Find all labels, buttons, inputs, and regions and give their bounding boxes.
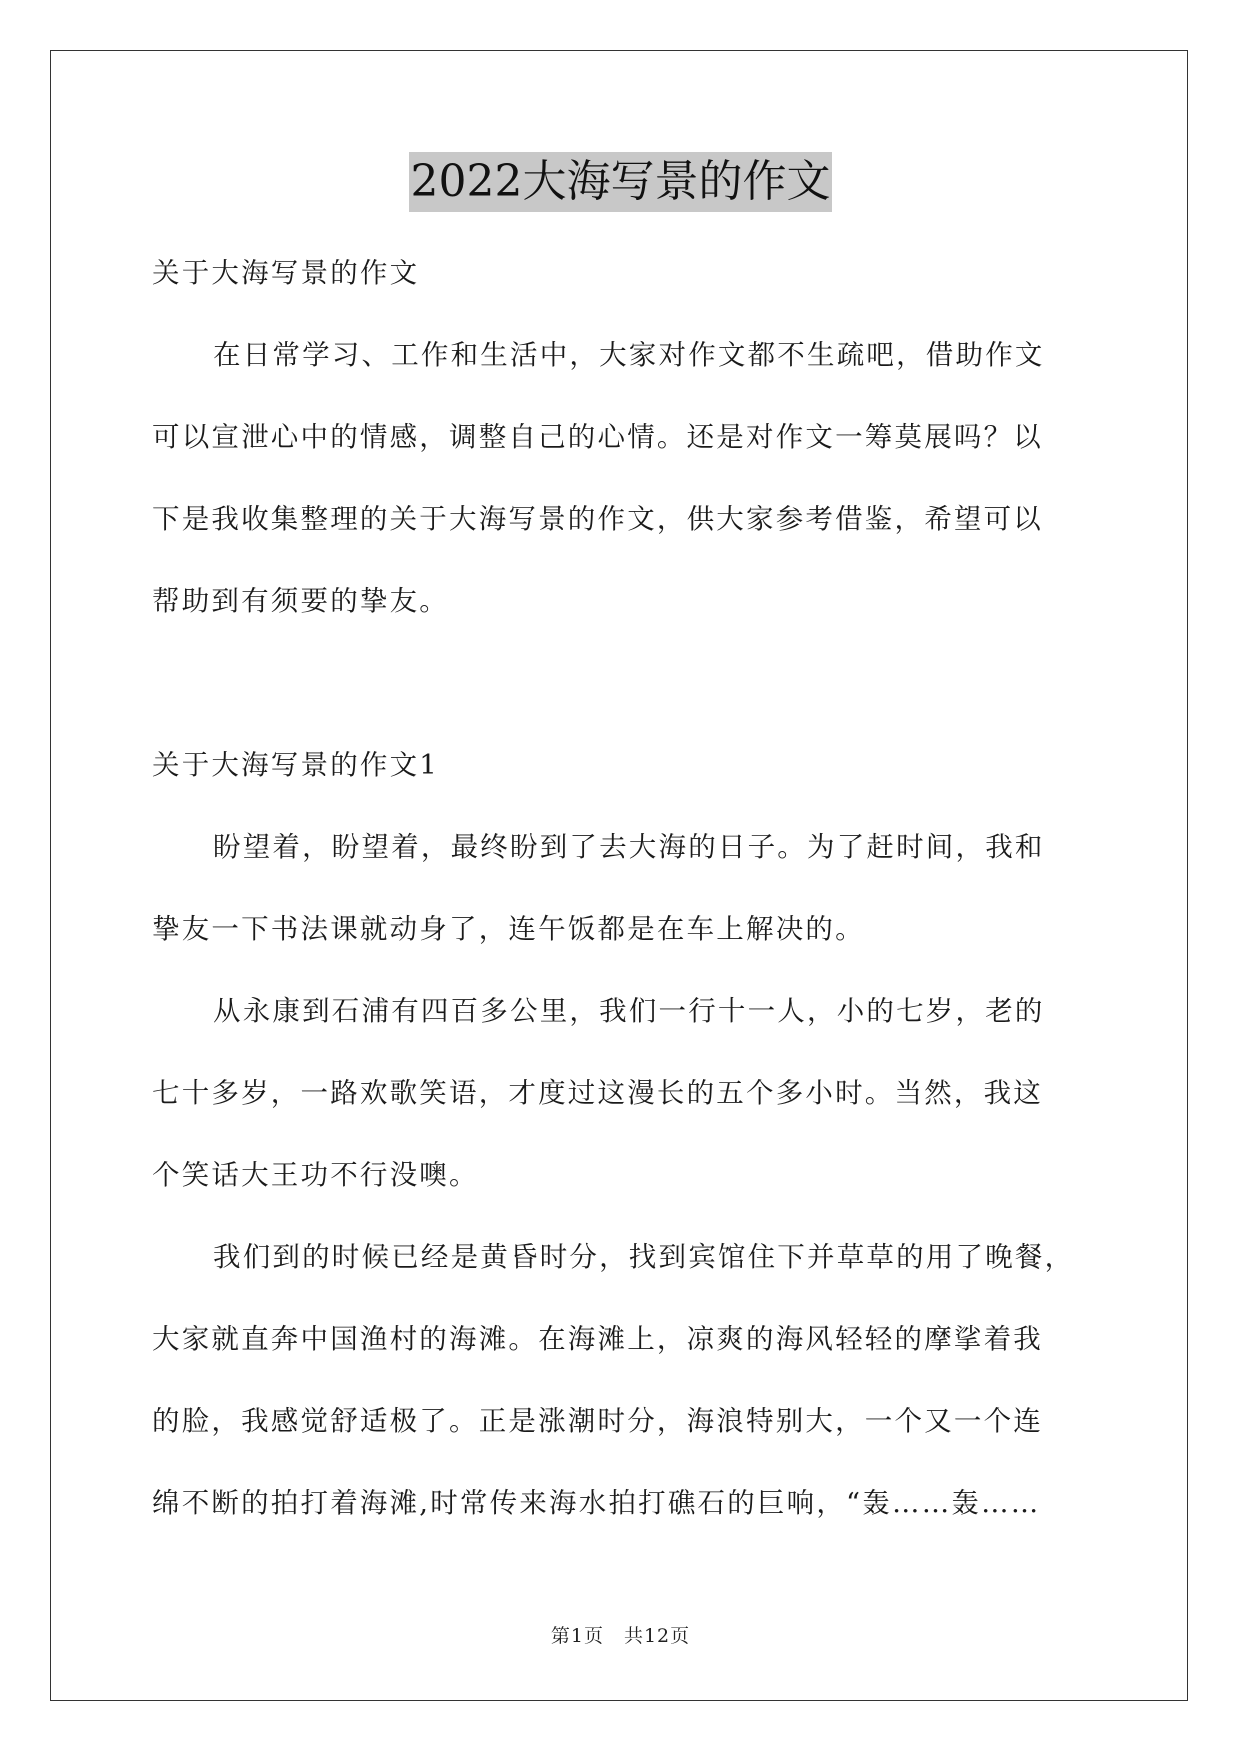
paragraph-line: 挚友一下书法课就动身了，连午饭都是在车上解决的。: [152, 913, 865, 945]
paragraph-line: 从永康到石浦有四百多公里，我们一行十一人，小的七岁，老的: [213, 995, 1045, 1027]
paragraph-line: 七十多岁，一路欢歌笑语，才度过这漫长的五个多小时。当然，我这: [152, 1077, 1043, 1109]
paragraph-line: 帮助到有须要的挚友。: [152, 585, 449, 617]
title-container: [0, 152, 1241, 212]
paragraph-line: 在日常学习、工作和生活中，大家对作文都不生疏吧，借助作文: [213, 339, 1045, 371]
blank-line: [152, 642, 1092, 724]
section-heading: 关于大海写景的作文1: [152, 749, 439, 781]
paragraph-line: 个笑话大王功不行没噢。: [152, 1159, 479, 1191]
paragraph-line: 绵不断的拍打着海滩,时常传来海水拍打礁石的巨响，“轰……轰……: [152, 1487, 1041, 1519]
document-body: [152, 232, 1092, 1544]
paragraph-line: 我们到的时候已经是黄昏时分，找到宾馆住下并草草的用了晚餐，: [213, 1241, 1075, 1273]
paragraph-line: 大家就直奔中国渔村的海滩。在海滩上，凉爽的海风轻轻的摩挲着我: [152, 1323, 1043, 1355]
section-heading: 关于大海写景的作文: [152, 257, 420, 289]
paragraph-line: 的脸，我感觉舒适极了。正是涨潮时分，海浪特别大，一个又一个连: [152, 1405, 1043, 1437]
page-number: 第1页 共12页: [550, 1625, 691, 1647]
paragraph-line: 可以宣泄心中的情感，调整自己的心情。还是对作文一筹莫展吗？以: [152, 421, 1043, 453]
paragraph-line: 盼望着，盼望着，最终盼到了去大海的日子。为了赶时间，我和: [213, 831, 1045, 863]
document-title: 2022大海写景的作文: [409, 152, 833, 212]
paragraph-line: 下是我收集整理的关于大海写景的作文，供大家参考借鉴，希望可以: [152, 503, 1043, 535]
